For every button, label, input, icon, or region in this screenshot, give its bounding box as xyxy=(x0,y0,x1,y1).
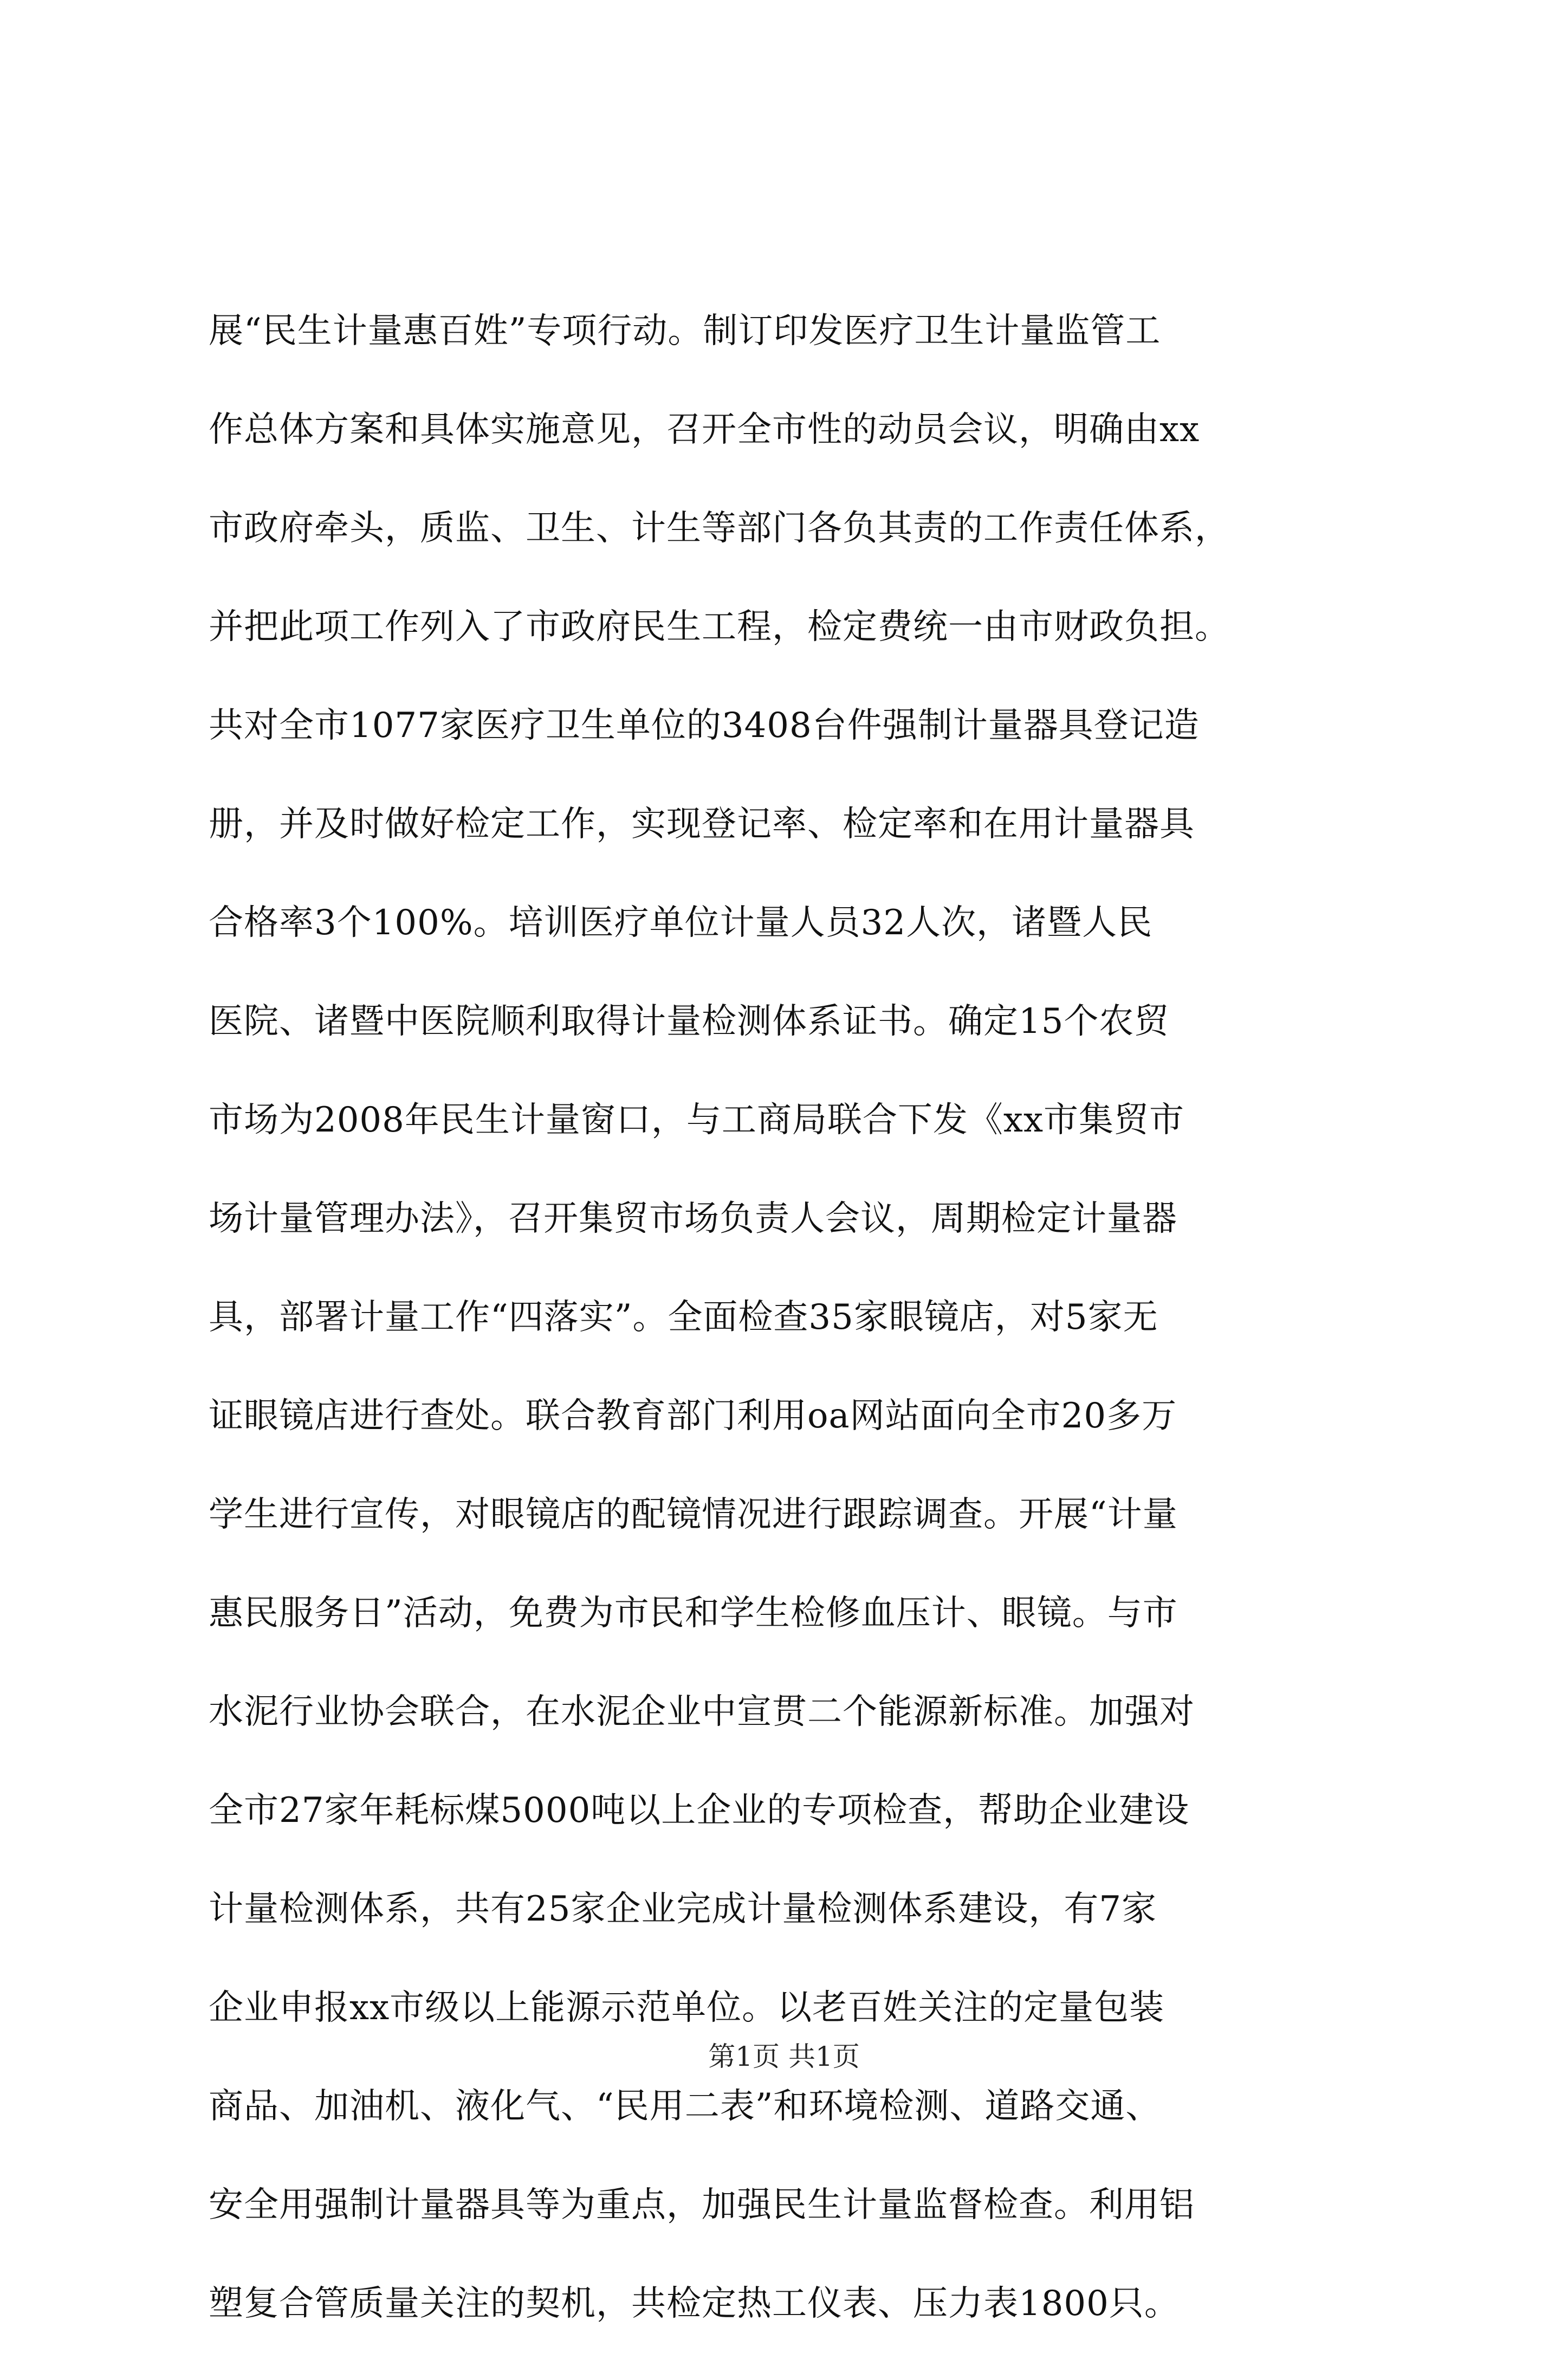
text-line: 学生进行宣传，对眼镜店的配镜情况进行跟踪调查。开展“计量 xyxy=(209,1495,1178,1535)
text-line: 共对全市1077家医疗卫生单位的3408台件强制计量器具登记造 xyxy=(209,706,1200,746)
text-line: 水泥行业协会联合，在水泥企业中宣贯二个能源新标准。加强对 xyxy=(209,1692,1195,1732)
text-line: 惠民服务日”活动，免费为市民和学生检修血压计、眼镜。与市 xyxy=(209,1593,1178,1633)
text-line: 作总体方案和具体实施意见，召开全市性的动员会议，明确由xx xyxy=(209,410,1200,450)
text-line: 展“民生计量惠百姓”专项行动。制订印发医疗卫生计量监管工 xyxy=(209,311,1161,351)
text-line: 全市27家年耗标煤5000吨以上企业的专项检查，帮助企业建设 xyxy=(209,1790,1190,1831)
text-line: 市政府牵头，质监、卫生、计生等部门各负其责的工作责任体系， xyxy=(209,508,1230,548)
text-line: 册，并及时做好检定工作，实现登记率、检定率和在用计量器具 xyxy=(209,804,1195,844)
text-line: 证眼镜店进行查处。联合教育部门利用oa网站面向全市20多万 xyxy=(209,1396,1177,1436)
text-line: 合格率3个100%。培训医疗单位计量人员32人次，诸暨人民 xyxy=(209,903,1153,943)
text-line: 安全用强制计量器具等为重点，加强民生计量监督检查。利用铝 xyxy=(209,2185,1195,2225)
page-footer xyxy=(0,2040,1568,2073)
text-line: 商品、加油机、液化气、“民用二表”和环境检测、道路交通、 xyxy=(209,2086,1161,2126)
text-line: 医院、诸暨中医院顺利取得计量检测体系证书。确定15个农贸 xyxy=(209,1001,1170,1042)
text-line: 场计量管理办法》，召开集贸市场负责人会议，周期检定计量器 xyxy=(209,1199,1177,1239)
text-line: 计量检测体系，共有25家企业完成计量检测体系建设，有7家 xyxy=(209,1889,1157,1929)
text-line: 企业申报xx市级以上能源示范单位。以老百姓关注的定量包装 xyxy=(209,1988,1165,2028)
text-line: 并把此项工作列入了市政府民生工程，检定费统一由市财政负担。 xyxy=(209,607,1230,647)
page-number: 第1页 共1页 xyxy=(708,2041,860,2072)
text-line: 市场为2008年民生计量窗口，与工商局联合下发《xx市集贸市 xyxy=(209,1100,1185,1140)
text-line: 具，部署计量工作“四落实”。全面检查35家眼镜店，对5家无 xyxy=(209,1297,1158,1337)
text-line: 塑复合管质量关注的契机，共检定热工仪表、压力表1800只。 xyxy=(209,2284,1180,2324)
